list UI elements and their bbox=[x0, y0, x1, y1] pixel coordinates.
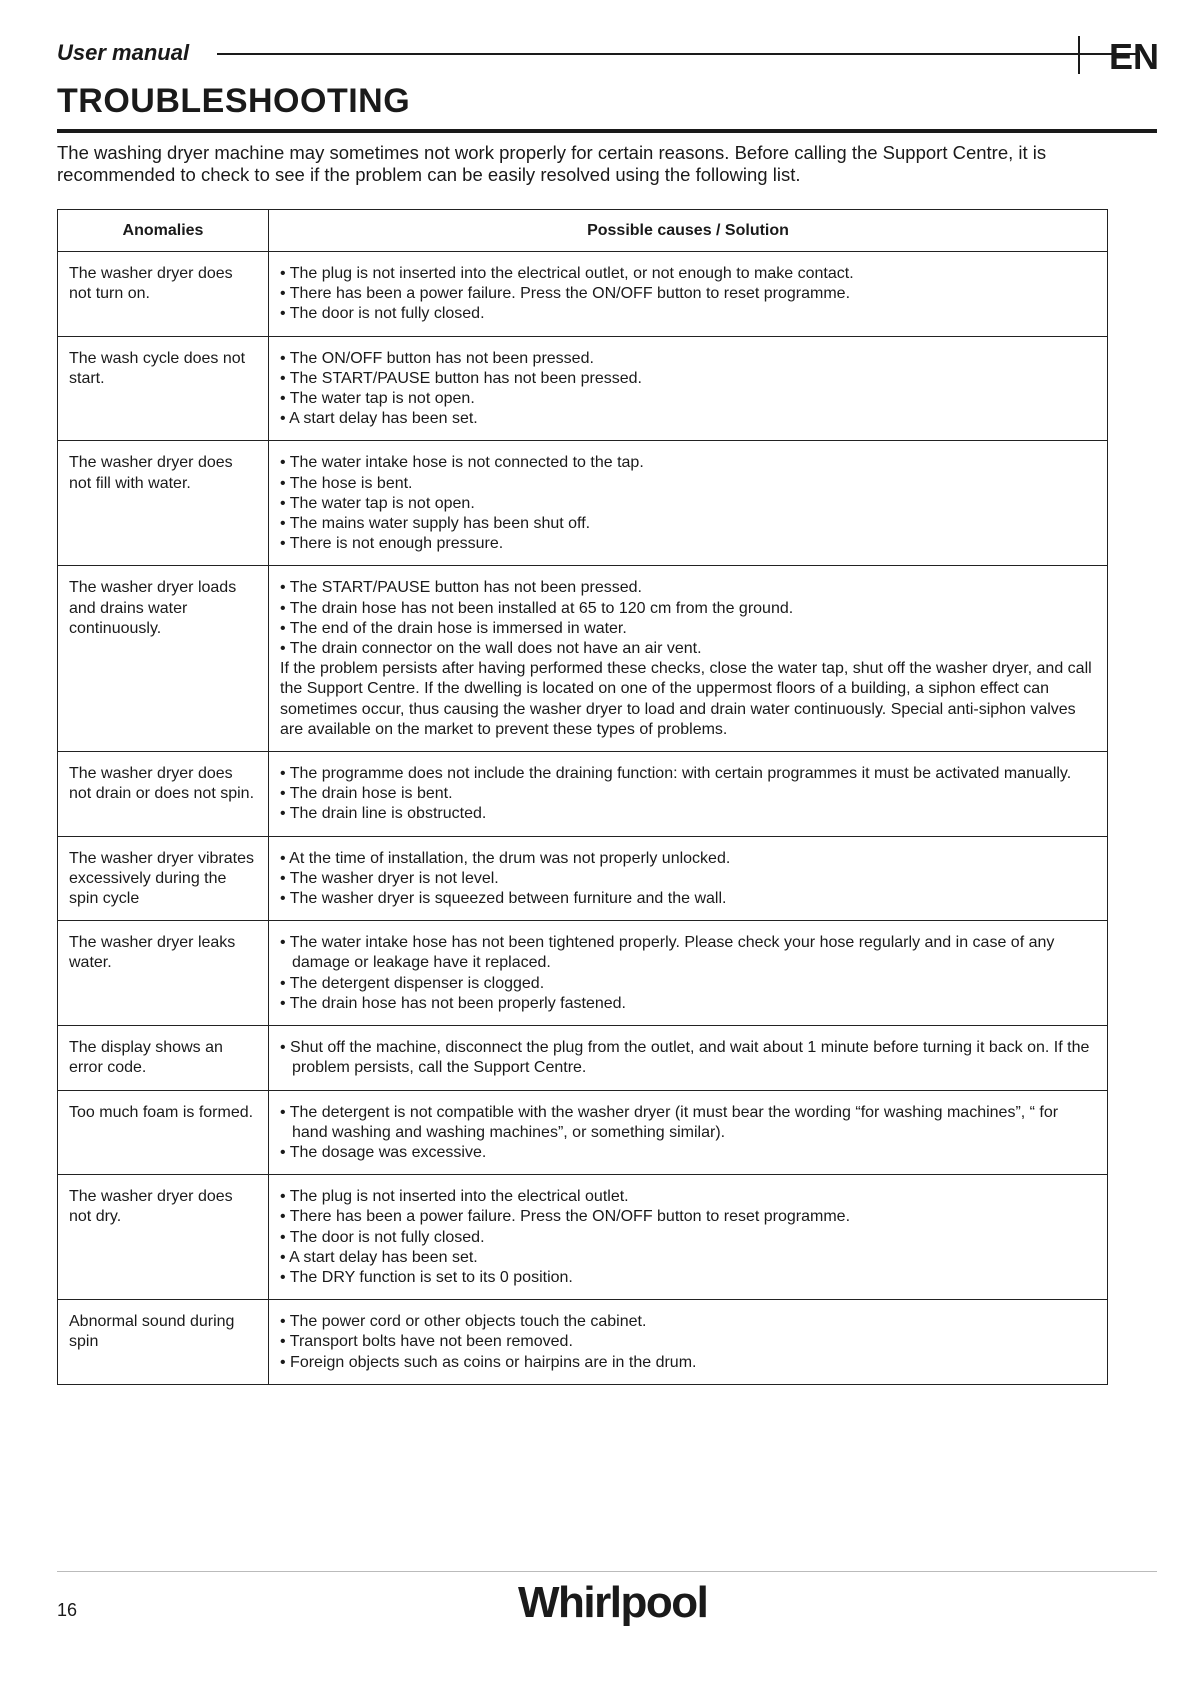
table-row bbox=[58, 1175, 1108, 1300]
cause-item: • The water tap is not open. bbox=[280, 494, 475, 512]
cause-item: • A start delay has been set. bbox=[280, 410, 478, 428]
anomaly-cell: The washer dryer leaks water. bbox=[58, 921, 269, 1026]
cause-item: • The plug is not inserted into the electrical outlet, or not enough to make contact. bbox=[280, 265, 854, 282]
cause-item: • The drain connector on the wall does not have an air vent. bbox=[280, 640, 702, 658]
cause-item: • The programme does not include the draining function: with certain programmes it must be activated manually. bbox=[280, 765, 1072, 783]
cause-item: • The drain hose has not been installed at 65 to 120 cm from the ground. bbox=[280, 599, 794, 617]
cause-item: • There has been a power failure. Press the ON/OFF button to reset programme. bbox=[280, 285, 851, 303]
causes-cell bbox=[269, 1090, 1108, 1175]
cause-item: • At the time of installation, the drum was not properly unlocked. bbox=[280, 849, 731, 867]
table-header-row bbox=[58, 210, 1108, 252]
cause-item: • The door is not fully closed. bbox=[280, 305, 485, 323]
cause-item: • The drain hose is bent. bbox=[280, 785, 453, 803]
cause-item: • Transport bolts have not been removed. bbox=[280, 1333, 573, 1351]
cause-item: • The plug is not inserted into the electrical outlet. bbox=[280, 1188, 629, 1206]
causes-cell bbox=[269, 921, 1108, 1026]
cause-item: • The water intake hose has not been tightened properly. Please check your hose regularly and in case of any damage or leakage have it replaced. bbox=[280, 934, 1055, 972]
cause-note: If the problem persists after having performed these checks, close the water tap, shut off the washer dryer, and call the Support Centre. If the dwelling is located on one of the uppermost floors of a building, a siphon effect can sometimes occur, thus causing the washer dryer to load and drain water continuously. Special anti-siphon valves are available on the market to prevent these types of problems. bbox=[280, 660, 1092, 738]
title-rule bbox=[57, 129, 1157, 133]
causes-cell bbox=[269, 1175, 1108, 1300]
anomaly-cell: The washer dryer vibrates excessively during the spin cycle bbox=[58, 836, 269, 921]
causes-cell bbox=[269, 441, 1108, 566]
cause-item: • The ON/OFF button has not been pressed. bbox=[280, 349, 594, 367]
anomaly-cell: The washer dryer does not drain or does not spin. bbox=[58, 752, 269, 837]
anomaly-cell: The washer dryer does not turn on. bbox=[58, 252, 269, 337]
brand-logo: Whirlpool bbox=[518, 1578, 708, 1627]
table-row bbox=[58, 336, 1108, 441]
cause-item: • The dosage was excessive. bbox=[280, 1143, 487, 1161]
cause-item: • The water intake hose is not connected to the tap. bbox=[280, 454, 644, 472]
table-row bbox=[58, 752, 1108, 837]
manual-label: User manual bbox=[57, 40, 190, 65]
page-title: TROUBLESHOOTING bbox=[57, 82, 411, 120]
anomaly-cell: The wash cycle does not start. bbox=[58, 336, 269, 441]
cause-item: • The mains water supply has been shut off. bbox=[280, 515, 591, 533]
table-row bbox=[58, 1090, 1108, 1175]
cause-item: • The detergent is not compatible with the washer dryer (it must bear the wording “for washing machines”, “ for hand washing and washing machines”, or something similar). bbox=[280, 1103, 1059, 1141]
causes-cell bbox=[269, 752, 1108, 837]
cause-item: • The power cord or other objects touch the cabinet. bbox=[280, 1313, 647, 1331]
page-number: 16 bbox=[57, 1600, 78, 1620]
intro-text: The washing dryer machine may sometimes not work properly for certain reasons. Before calling the Support Centre, it is recommended to check to see if the problem can be easily resolved using the following list. bbox=[57, 142, 1047, 185]
causes-cell bbox=[269, 1026, 1108, 1090]
cause-item: • The START/PAUSE button has not been pressed. bbox=[280, 579, 642, 597]
cause-item: • The drain line is obstructed. bbox=[280, 805, 487, 823]
causes-cell bbox=[269, 566, 1108, 752]
causes-cell bbox=[269, 1300, 1108, 1385]
anomaly-cell: The washer dryer loads and drains water continuously. bbox=[58, 566, 269, 752]
cause-item: • There is not enough pressure. bbox=[280, 535, 504, 553]
anomaly-cell: The washer dryer does not fill with water. bbox=[58, 441, 269, 566]
language-code: EN bbox=[1109, 36, 1160, 77]
causes-cell bbox=[269, 336, 1108, 441]
cause-item: • Shut off the machine, disconnect the plug from the outlet, and wait about 1 minute before turning it back on. If the problem persists, call the Support Centre. bbox=[280, 1039, 1090, 1077]
cause-item: • The DRY function is set to its 0 position. bbox=[280, 1268, 573, 1286]
cause-item: • A start delay has been set. bbox=[280, 1248, 478, 1266]
table-body bbox=[58, 252, 1108, 1385]
cause-item: • The hose is bent. bbox=[280, 474, 413, 492]
footer-rule bbox=[57, 1571, 1157, 1572]
cause-item: • The washer dryer is not level. bbox=[280, 869, 499, 887]
cause-item: • There has been a power failure. Press the ON/OFF button to reset programme. bbox=[280, 1208, 851, 1226]
table-row bbox=[58, 441, 1108, 566]
header-rule bbox=[217, 53, 1137, 55]
anomaly-cell: Abnormal sound during spin bbox=[58, 1300, 269, 1385]
table-row bbox=[58, 252, 1108, 337]
header-tick bbox=[1078, 36, 1080, 74]
page-header bbox=[57, 36, 1160, 80]
cause-item: • Foreign objects such as coins or hairpins are in the drum. bbox=[280, 1353, 697, 1371]
anomaly-cell: The display shows an error code. bbox=[58, 1026, 269, 1090]
column-header-anomalies: Anomalies bbox=[58, 210, 269, 252]
anomaly-cell: The washer dryer does not dry. bbox=[58, 1175, 269, 1300]
cause-item: • The detergent dispenser is clogged. bbox=[280, 974, 545, 992]
anomaly-cell: Too much foam is formed. bbox=[58, 1090, 269, 1175]
table-row bbox=[58, 921, 1108, 1026]
cause-item: • The door is not fully closed. bbox=[280, 1228, 485, 1246]
causes-cell bbox=[269, 836, 1108, 921]
cause-item: • The START/PAUSE button has not been pressed. bbox=[280, 369, 642, 387]
table-row bbox=[58, 1026, 1108, 1090]
cause-item: • The drain hose has not been properly fastened. bbox=[280, 994, 626, 1012]
cause-item: • The washer dryer is squeezed between furniture and the wall. bbox=[280, 890, 727, 908]
cause-item: • The water tap is not open. bbox=[280, 390, 475, 408]
table-row bbox=[58, 836, 1108, 921]
causes-cell bbox=[269, 252, 1108, 337]
troubleshooting-table bbox=[57, 209, 1108, 1385]
column-header-causes: Possible causes / Solution bbox=[269, 210, 1108, 252]
cause-item: • The end of the drain hose is immersed in water. bbox=[280, 619, 627, 637]
table-row bbox=[58, 1300, 1108, 1385]
table-row bbox=[58, 566, 1108, 752]
